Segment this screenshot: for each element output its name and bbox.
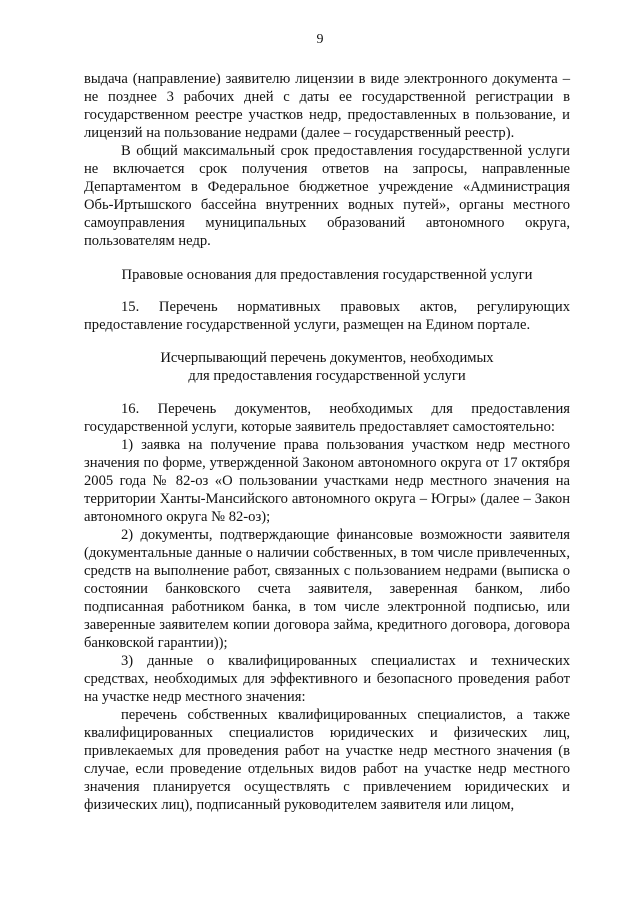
list-item-1: 1) заявка на получение права пользования участком недр местного значения по форме, утвержденной Законом автономного округа от 17 октября 2005 года № 82-оз «О пользовании участками недр местного значения на территории Ханты-Мансийского автономного округа – Югры» (далее – Закон автономного округа № 82-оз);	[84, 437, 570, 525]
page-number: 9	[316, 32, 324, 47]
paragraph-issuance: выдача (направление) заявителю лицензии в виде электронного документа – не позднее 3 рабочих дней с даты ее государственной регистрации в государственном реестре участков недр, предоставленных в пользование, и лицензий на пользование недрами (далее – государственный реестр).	[84, 71, 570, 141]
document-body	[84, 70, 570, 814]
paragraph-term-exclusion: В общий максимальный срок предоставления государственной услуги не включается срок получения ответов на запросы, направленные Департаментом в Федеральное бюджетное учреждение «Администрация Обь-Иртышского бассейна внутренних водных путей», органы местного самоуправления муниципальных образований автономного округа, пользователям недр.	[84, 143, 570, 249]
paragraph-15: 15. Перечень нормативных правовых актов, регулирующих предоставление государственной услуги, размещен на Едином портале.	[84, 299, 570, 333]
paragraph-16: 16. Перечень документов, необходимых для предоставления государственной услуги, которые заявитель предоставляет самостоятельно:	[84, 401, 570, 435]
heading-documents-line-1: Исчерпывающий перечень документов, необходимых	[160, 350, 494, 366]
list-item-3: 3) данные о квалифицированных специалистах и технических средствах, необходимых для эффективного и безопасного проведения работ на участке недр местного значения:	[84, 653, 570, 705]
heading-documents-line-2: для предоставления государственной услуги	[188, 368, 466, 384]
list-item-2: 2) документы, подтверждающие финансовые возможности заявителя (документальные данные о наличии собственных, в том числе привлеченных, средств на выполнение работ, связанных с пользованием недрами (выписка о состоянии банковского счета заявителя, заверенная банком, либо подписанная работником банка, в том числе электронной подписью, или заверенные заявителем копии договора займа, кредитного договора, договора банковской гарантии));	[84, 527, 570, 651]
paragraph-specialists: перечень собственных квалифицированных специалистов, а также квалифицированных специалистов юридических и физических лиц, привлекаемых для проведения работ на участке недр местного значения (в случае, если проведение отдельных видов работ на участке недр местного значения планируется осуществлять с привлечением юридических и физических лиц), подписанный руководителем заявителя или лицом,	[84, 707, 570, 813]
heading-legal-basis: Правовые основания для предоставления государственной услуги	[121, 267, 533, 283]
